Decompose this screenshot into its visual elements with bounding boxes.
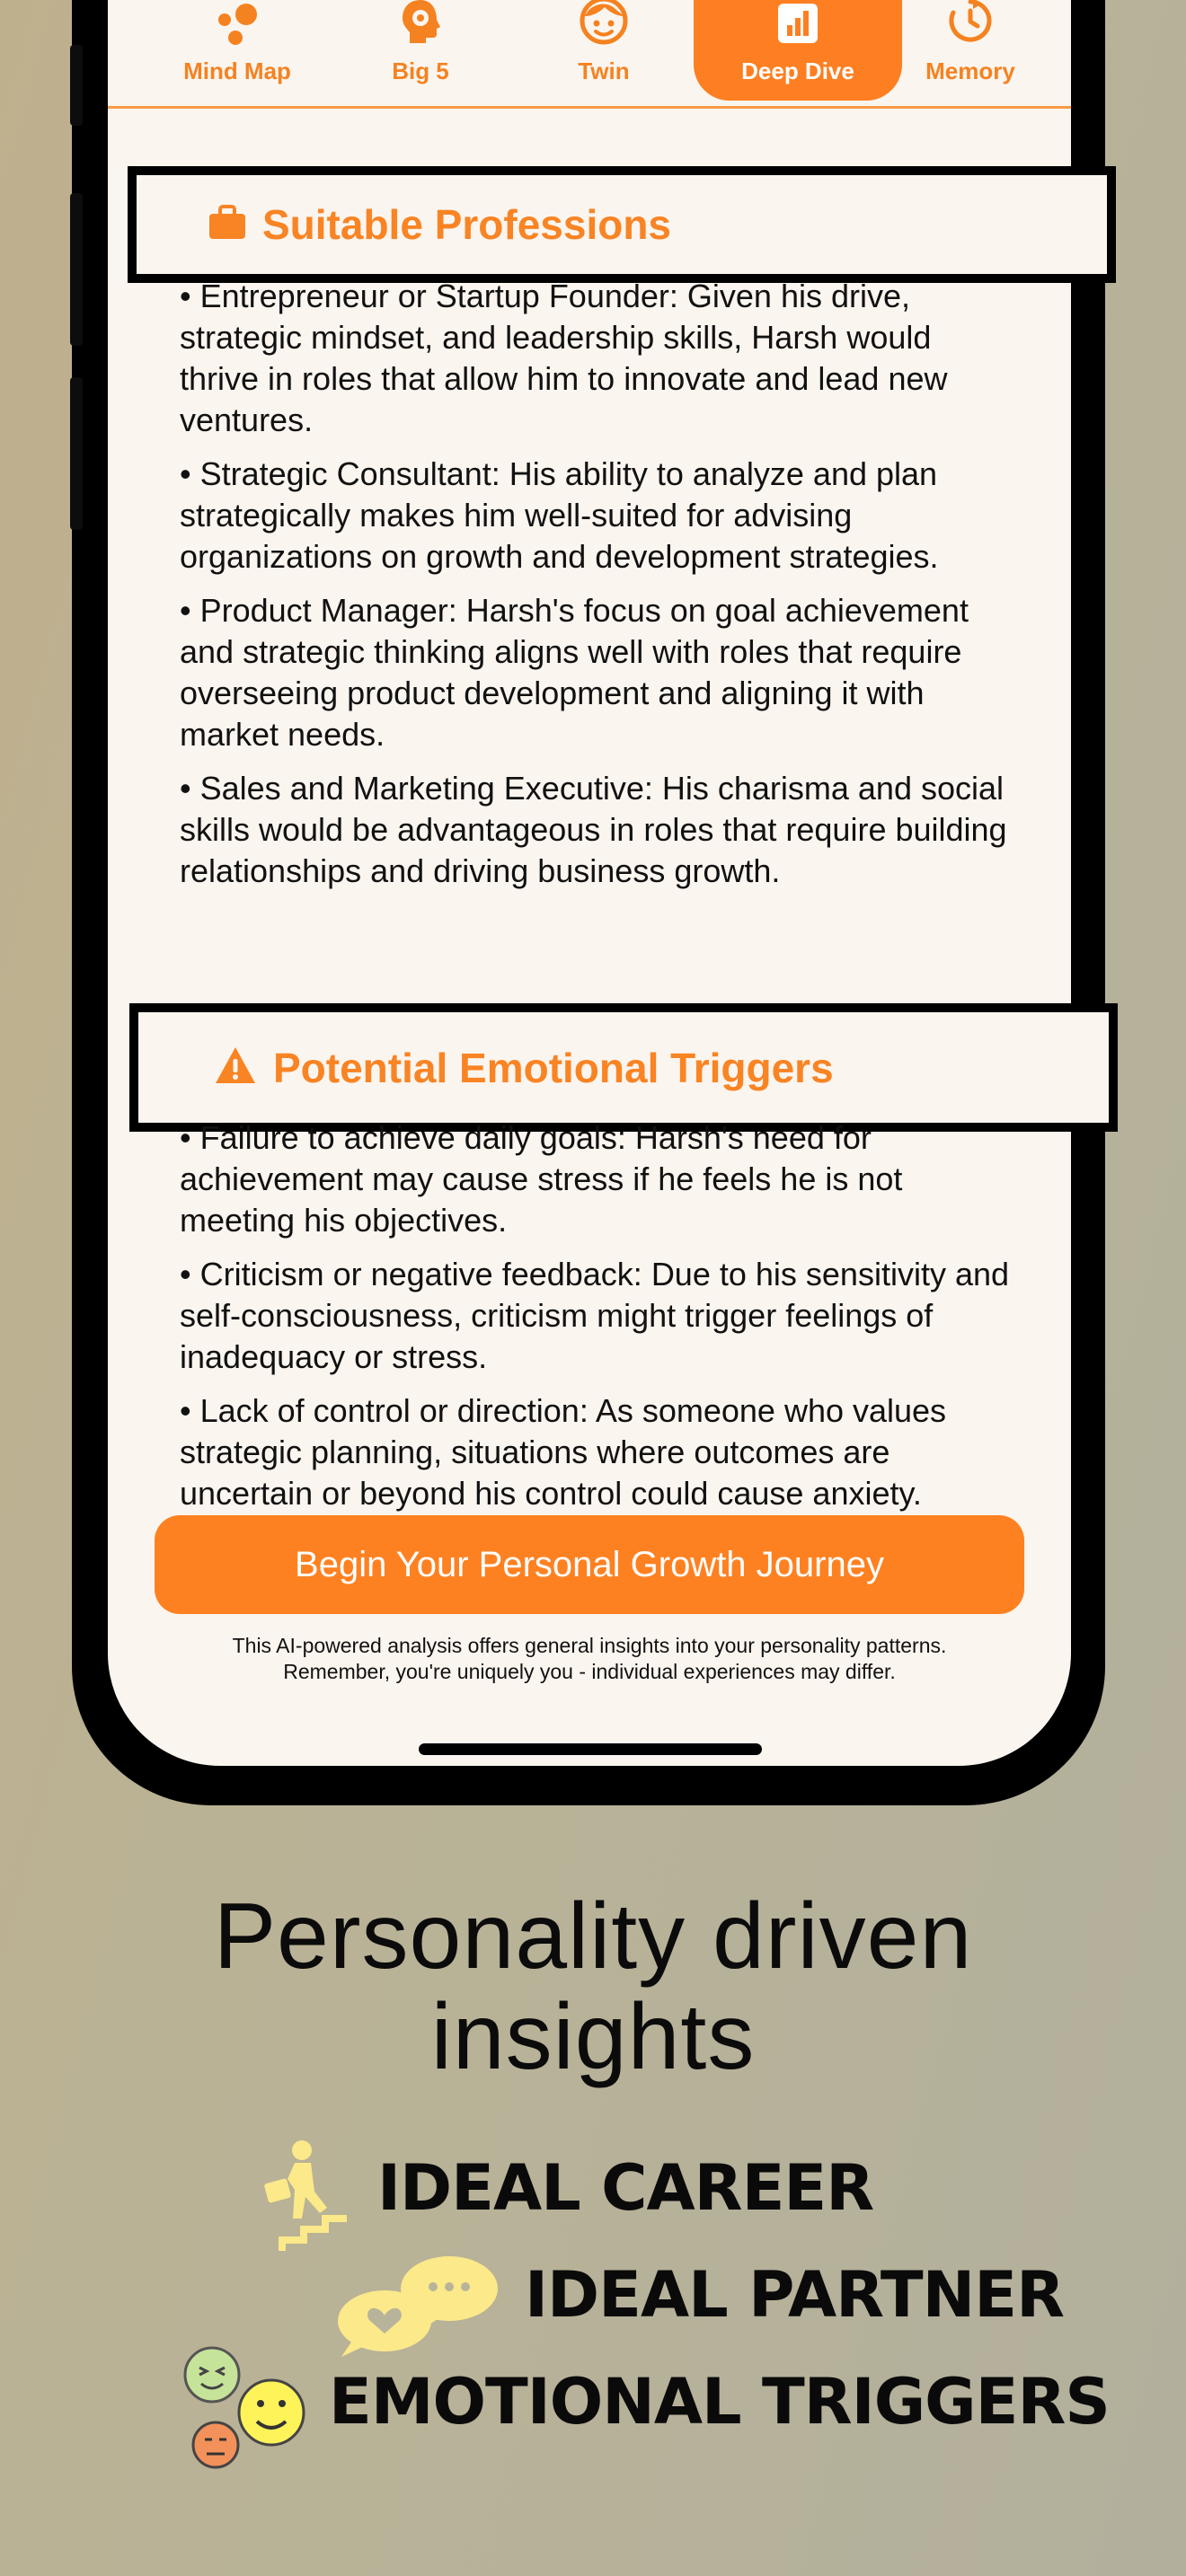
triggers-list (180, 1117, 1015, 1512)
warning-icon (214, 1045, 257, 1090)
promo-headline (0, 1886, 1186, 2087)
begin-growth-journey-button[interactable]: Begin Your Personal Growth Journey (155, 1515, 1024, 1614)
disclaimer (108, 1633, 1071, 1685)
professions-list (180, 276, 1015, 931)
disclaimer-line: Remember, you're uniquely you - individual experiences may differ. (283, 1660, 896, 1683)
headline-line: Personality driven (213, 1884, 973, 1989)
phone-side-button (70, 377, 83, 530)
section-title: Suitable Professions (262, 201, 672, 248)
list-item: • Sales and Marketing Executive: His charisma and social skills would be advantageous in roles that require building relationships and driving business growth. (180, 770, 1007, 889)
face-icon (580, 0, 628, 45)
tab-label: Mind Map (183, 57, 291, 84)
chat-bubbles-heart-icon (332, 2251, 503, 2363)
list-item: • Lack of control or direction: As someone who values strategic planning, situations where outcomes are uncertain or beyond his control could cause anxiety. (180, 1392, 947, 1512)
mind-map-icon (212, 0, 262, 45)
tab-label: Memory (925, 57, 1015, 84)
tab-twin[interactable] (514, 0, 694, 101)
headline-line: insights (430, 1985, 756, 2089)
list-item: • Criticism or negative feedback: Due to his sensitivity and self-consciousness, criticism might trigger feelings of inadequacy or stress. (180, 1256, 1010, 1375)
feature-ideal-career: IDEAL CAREER (377, 2151, 874, 2225)
section-header-professions (128, 166, 1116, 283)
head-gear-icon (399, 0, 442, 45)
tab-bar (108, 0, 1071, 109)
list-item: • Entrepreneur or Startup Founder: Given his drive, strategic mindset, and leadership skills, Harsh would thrive in roles that allow him to innovate and lead new ventures. (180, 278, 948, 438)
section-title: Potential Emotional Triggers (273, 1044, 834, 1091)
emoji-faces-icon (181, 2342, 307, 2475)
list-item: • Failure to achieve daily goals: Harsh's need for achievement may cause stress if he feels he is not meeting his objectives. (180, 1119, 903, 1239)
phone-side-button (70, 45, 83, 126)
home-indicator[interactable] (419, 1743, 762, 1755)
bar-chart-icon (776, 0, 819, 45)
career-climber-icon (261, 2139, 359, 2257)
tab-big-5[interactable] (331, 0, 510, 101)
section-header-triggers (129, 1003, 1118, 1132)
tab-label: Big 5 (392, 57, 449, 84)
feature-ideal-partner: IDEAL PARTNER (525, 2258, 1064, 2332)
briefcase-icon (208, 205, 246, 245)
list-item: • Product Manager: Harsh's focus on goal achievement and strategic thinking aligns well with roles that require overseeing product development and aligning it with market needs. (180, 592, 969, 753)
tab-memory[interactable] (881, 0, 1060, 101)
feature-emotional-triggers: EMOTIONAL TRIGGERS (329, 2365, 1110, 2439)
history-icon (946, 0, 995, 45)
tab-mind-map[interactable] (147, 0, 327, 101)
tab-label: Twin (578, 57, 630, 84)
phone-screen (108, 0, 1071, 1766)
list-item: • Strategic Consultant: His ability to analyze and plan strategically makes him well-suited for advising organizations on growth and development strategies. (180, 455, 939, 575)
tab-deep-dive[interactable] (694, 0, 902, 101)
tab-label: Deep Dive (741, 57, 854, 84)
phone-side-button (70, 193, 83, 346)
disclaimer-line: This AI-powered analysis offers general insights into your personality patterns. (232, 1634, 947, 1657)
